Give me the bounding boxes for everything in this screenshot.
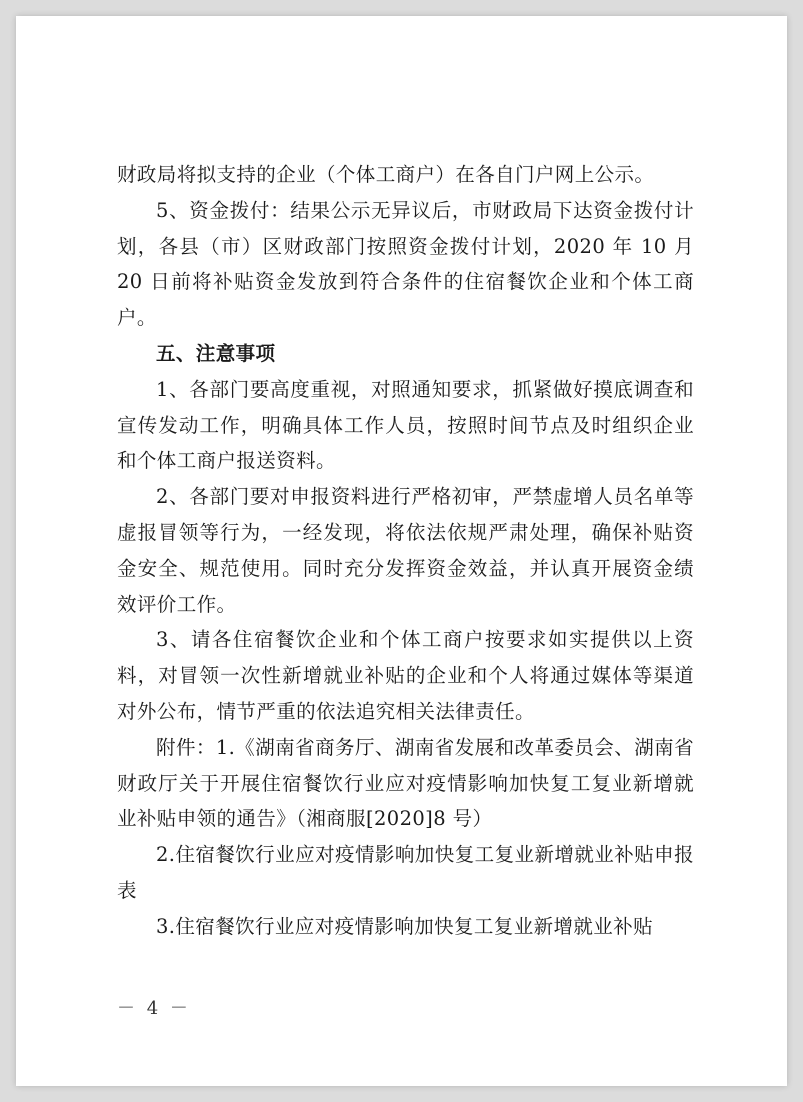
paragraph-note-1: 1、各部门要高度重视，对照通知要求，抓紧做好摸底调查和宣传发动工作，明确具体工作人员，按照时间节点及时组织企业和个体工商户报送资料。	[117, 377, 694, 473]
paragraph-note-3: 3、请各住宿餐饮企业和个体工商户按要求如实提供以上资料，对冒领一次性新增就业补贴的企业和个人将通过媒体等渠道对外公布，情节严重的依法追究相关法律责任。	[117, 628, 694, 723]
document-body	[117, 157, 694, 945]
paragraph-attachment-3: 3.住宿餐饮行业应对疫情影响加快复工复业新增就业补贴	[156, 914, 654, 938]
page-number: － 4 －	[117, 998, 191, 1019]
paragraph-attachment-1: 附件：1.《湖南省商务厅、湖南省发展和改革委员会、湖南省财政厅关于开展住宿餐饮行业应对疫情影响加快复工复业新增就业补贴申领的通告》（湘商服[2020]8 号）	[117, 735, 694, 831]
paragraph-public-announcement: 财政局将拟支持的企业（个体工商户）在各自门户网上公示。	[117, 163, 655, 186]
section-heading-notes: 五、注意事项	[156, 341, 276, 365]
paragraph-fund-allocation: 5、资金拨付：结果公示无异议后，市财政局下达资金拨付计划，各县（市）区财政部门按照资金拨付计划，2020 年 10 月 20 日前将补贴资金发放到符合条件的住宿餐饮企业和个体工商户。	[117, 198, 694, 330]
paragraph-note-2: 2、各部门要对申报资料进行严格初审，严禁虚增人员名单等虚报冒领等行为，一经发现，将依法依规严肃处理，确保补贴资金安全、规范使用。同时充分发挥资金效益，并认真开展资金绩效评价工作。	[117, 485, 694, 616]
paragraph-attachment-2: 2.住宿餐饮行业应对疫情影响加快复工复业新增就业补贴申报表	[117, 843, 694, 902]
document-page	[16, 16, 787, 1086]
